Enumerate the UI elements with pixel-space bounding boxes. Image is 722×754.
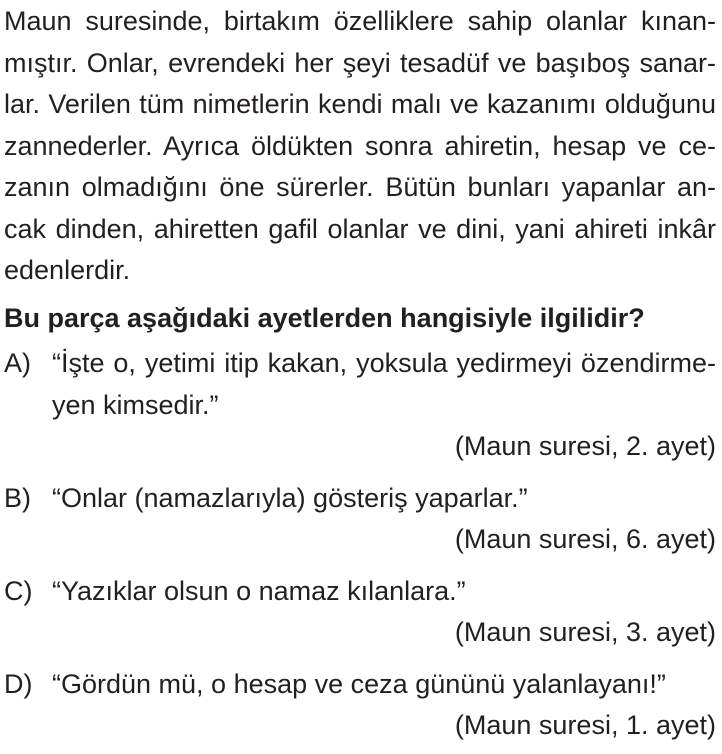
option-d[interactable]: [4, 664, 716, 747]
option-letter: C): [4, 575, 33, 606]
option-c[interactable]: [4, 571, 716, 654]
passage-line: edenlerdir.: [4, 255, 131, 285]
passage-line: mıştır. Onlar, evrendeki her şeyi tesadüf ve başıboş sanar-: [4, 47, 716, 78]
option-b[interactable]: [4, 478, 716, 561]
option-text-line: “İşte o, yetimi itip kakan, yoksula yedirmeyi özendirme-: [52, 348, 716, 378]
passage-line: cak dinden, ahiretten gafil olanlar ve dini, yani ahireti inkâr: [4, 213, 716, 244]
option-letter: A): [4, 348, 31, 378]
option-text-line: “Gördün mü, o hesap ve ceza gününü yalanlayanı!”: [52, 668, 666, 699]
option-source: (Maun suresi, 3. ayet): [454, 617, 716, 647]
answer-options: [4, 343, 716, 747]
option-source: (Maun suresi, 6. ayet): [454, 524, 716, 554]
option-a[interactable]: [4, 343, 716, 468]
passage-line: zannederler. Ayrıca öldükten sonra ahiretin, hesap ve ce-: [4, 130, 716, 161]
option-text-line: “Onlar (namazlarıyla) gösteriş yaparlar.”: [52, 482, 528, 513]
passage-line: zanın olmadığını öne sürerler. Bütün bunları yapanlar an-: [4, 172, 716, 202]
option-text-line: yen kimsedir.”: [52, 389, 219, 420]
option-text-line: “Yazıklar olsun o namaz kılanlara.”: [52, 575, 466, 606]
passage: [4, 0, 716, 292]
question-stem: Bu parça aşağıdaki ayetlerden hangisiyle ilgilidir?: [4, 302, 645, 333]
option-source: (Maun suresi, 1. ayet): [454, 710, 716, 740]
option-letter: B): [4, 482, 31, 513]
passage-line: lar. Verilen tüm nimetlerin kendi malı ve kazanımı olduğunu: [4, 89, 716, 119]
option-letter: D): [4, 668, 33, 699]
passage-line: Maun suresinde, birtakım özelliklere sahip olanlar kınan-: [4, 6, 716, 36]
option-source: (Maun suresi, 2. ayet): [454, 431, 716, 461]
